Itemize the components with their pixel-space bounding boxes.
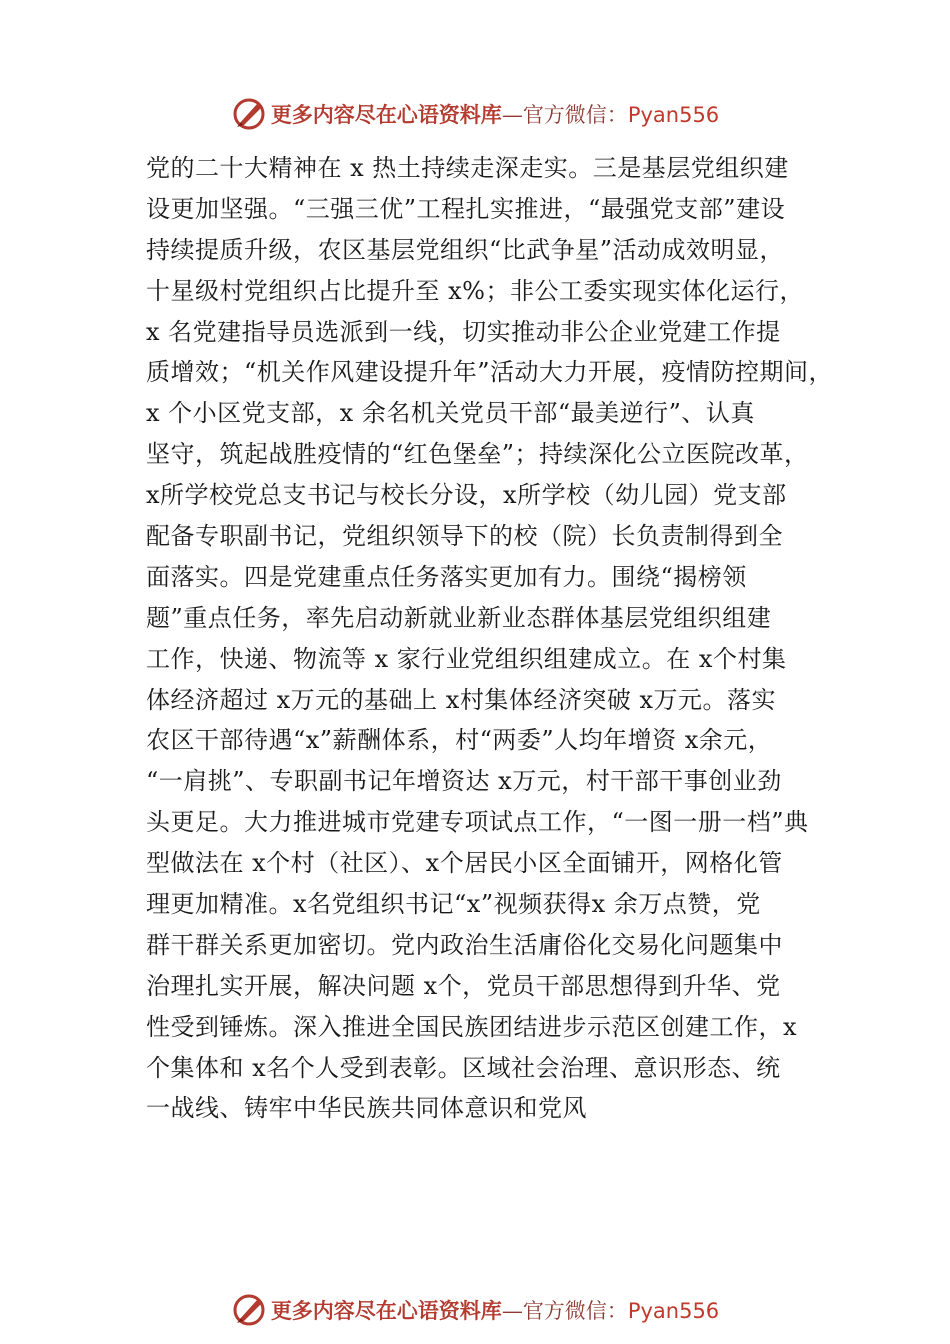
text-line: 个集体和 x名个人受到表彰。区域社会治理、意识形态、统 [146,1053,781,1082]
text-line: 头更足。大力推进城市党建专项试点工作，“一图一册一档”典 [146,808,809,837]
header-banner [0,94,950,134]
text-line: x 个小区党支部，x 余名机关党员干部“最美逆行”、认真 [146,399,755,428]
text-line: x所学校党总支书记与校长分设，x所学校（幼儿园）党支部 [146,481,787,510]
official-label: —官方微信： [501,1299,628,1323]
footer-banner [0,1290,950,1330]
official-label: —官方微信： [501,103,628,127]
text-line: 型做法在 x个村（社区）、x个居民小区全面铺开，网格化管 [146,849,783,878]
text-line: 十星级村党组织占比提升至 x%；非公工委实现实体化运行， [146,276,804,305]
text-line: 设更加坚强。“三强三优”工程扎实推进，“最强党支部”建设 [146,194,786,223]
wechat-id: Pyan556 [627,1299,720,1323]
pen-logo-icon [231,1292,267,1328]
text-line: 配备专职副书记，党组织领导下的校（院）长负责制得到全 [146,522,783,551]
library-name: 更多内容尽在心语资料库 [270,102,502,127]
text-line: 质增效；“机关作风建设提升年”活动大力开展，疫情防控期间， [146,358,834,387]
text-line: 工作，快递、物流等 x 家行业党组织组建成立。在 x个村集 [146,644,787,673]
text-line: 坚守，筑起战胜疫情的“红色堡垒”；持续深化公立医院改革， [146,440,809,469]
text-line: 农区干部待遇“x”薪酬体系，村“两委”人均年增资 x余元， [146,726,773,755]
text-line: 群干群关系更加密切。党内政治生活庸俗化交易化问题集中 [146,930,783,959]
banner-text [271,99,719,129]
text-line: 党的二十大精神在 x 热土持续走深走实。三是基层党组织建 [146,154,789,182]
text-line: 治理扎实开展，解决问题 x个，党员干部思想得到升华、党 [146,971,781,1000]
wechat-id: Pyan556 [627,103,720,127]
library-name: 更多内容尽在心语资料库 [270,1298,502,1323]
text-line: 面落实。四是党建重点任务落实更加有力。围绕“揭榜领 [146,562,747,591]
text-line: 理更加精准。x名党组织书记“x”视频获得x 余万点赞，党 [146,890,761,919]
text-line: 一战线、铸牢中华民族共同体意识和党风 [146,1094,587,1123]
document-body [146,148,834,1129]
text-line: 体经济超过 x万元的基础上 x村集体经济突破 x万元。落实 [146,685,776,714]
text-line: x 名党建指导员选派到一线，切实推动非公企业党建工作提 [146,317,781,346]
text-line: “一肩挑”、专职副书记年增资达 x万元，村干部干事创业劲 [146,767,782,796]
text-line: 性受到锤炼。深入推进全国民族团结进步示范区创建工作，x [146,1012,798,1041]
pen-logo-icon [231,96,267,132]
text-line: 题”重点任务，率先启动新就业新业态群体基层党组织组建 [146,603,772,632]
text-line: 持续提质升级，农区基层党组织“比武争星”活动成效明显， [146,235,785,264]
banner-text [271,1295,719,1325]
